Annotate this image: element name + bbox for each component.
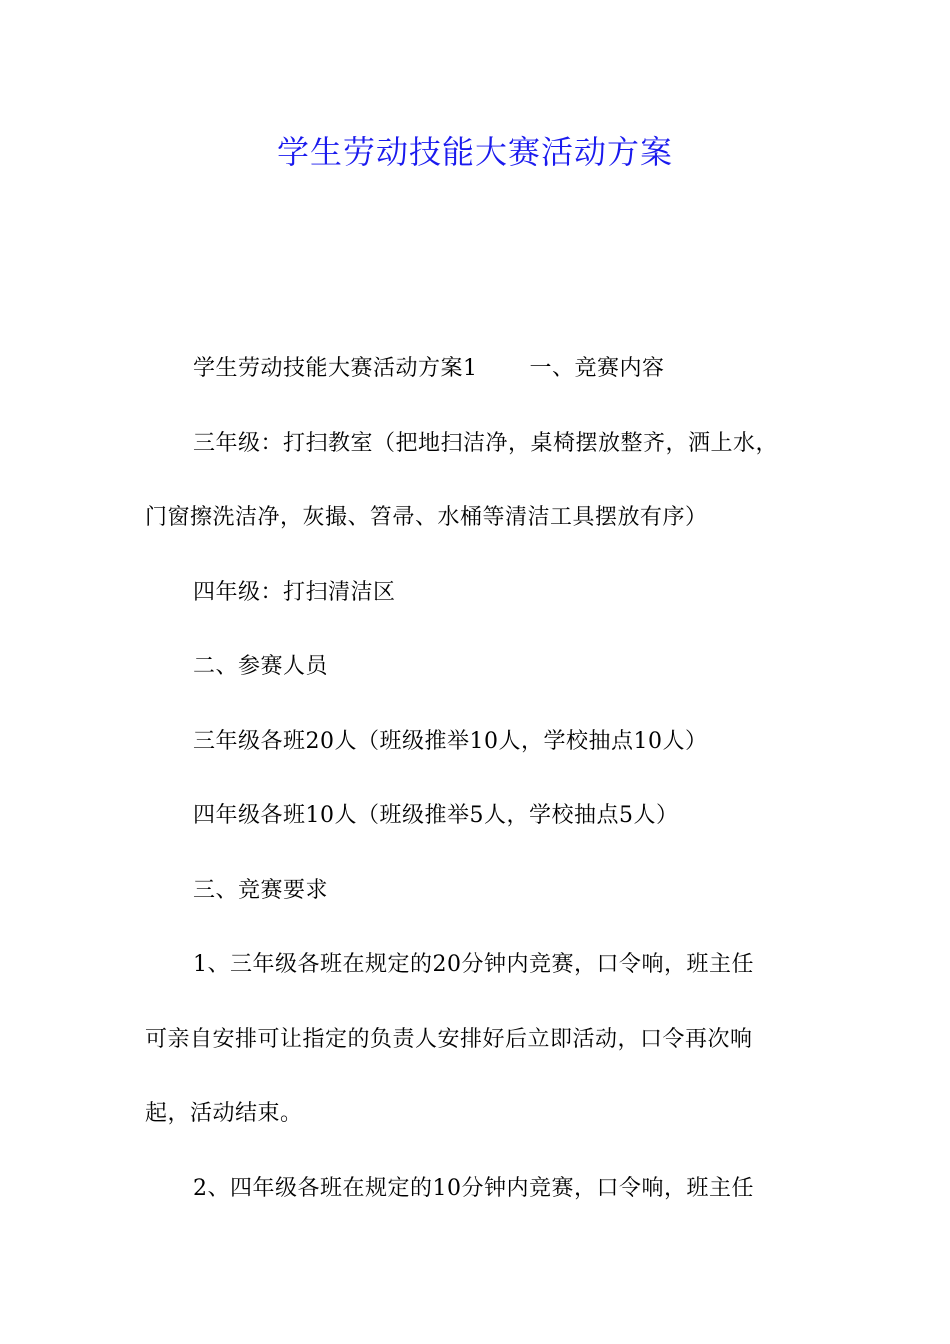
paragraph-req2-line1: 2、四年级各班在规定的10分钟内竞赛，口令响，班主任 (193, 1175, 754, 1201)
document-body (145, 332, 835, 1226)
plan-heading: 学生劳动技能大赛活动方案1 (193, 356, 478, 381)
section-heading-participants: 二、参赛人员 (193, 654, 329, 679)
document-title: 学生劳动技能大赛活动方案 (276, 133, 673, 171)
paragraph-req1-line2: 可亲自安排可让指定的负责人安排好后立即活动，口令再次响 (145, 1026, 753, 1052)
paragraph-heading-1 (145, 332, 835, 407)
paragraph-grade3-line1: 三年级：打扫教室（把地扫洁净，桌椅摆放整齐，洒上水， (193, 430, 779, 456)
paragraph-grade3-participants: 三年级各班20人（班级推举10人，学校抽点10人） (193, 728, 708, 754)
paragraph-req1-line1: 1、三年级各班在规定的20分钟内竞赛，口令响，班主任 (193, 952, 754, 977)
section-heading-requirements: 三、竞赛要求 (193, 877, 329, 903)
paragraph-grade4: 四年级：打扫清洁区 (193, 579, 396, 605)
paragraph-grade4-participants: 四年级各班10人（班级推举5人，学校抽点5人） (193, 803, 679, 828)
paragraph-grade3-line2: 门窗擦洗洁净，灰撮、笤帚、水桶等清洁工具摆放有序） (145, 505, 708, 530)
paragraph-req1-line3: 起，活动结束。 (145, 1101, 303, 1126)
section-heading-content: 一、竞赛内容 (529, 356, 665, 381)
